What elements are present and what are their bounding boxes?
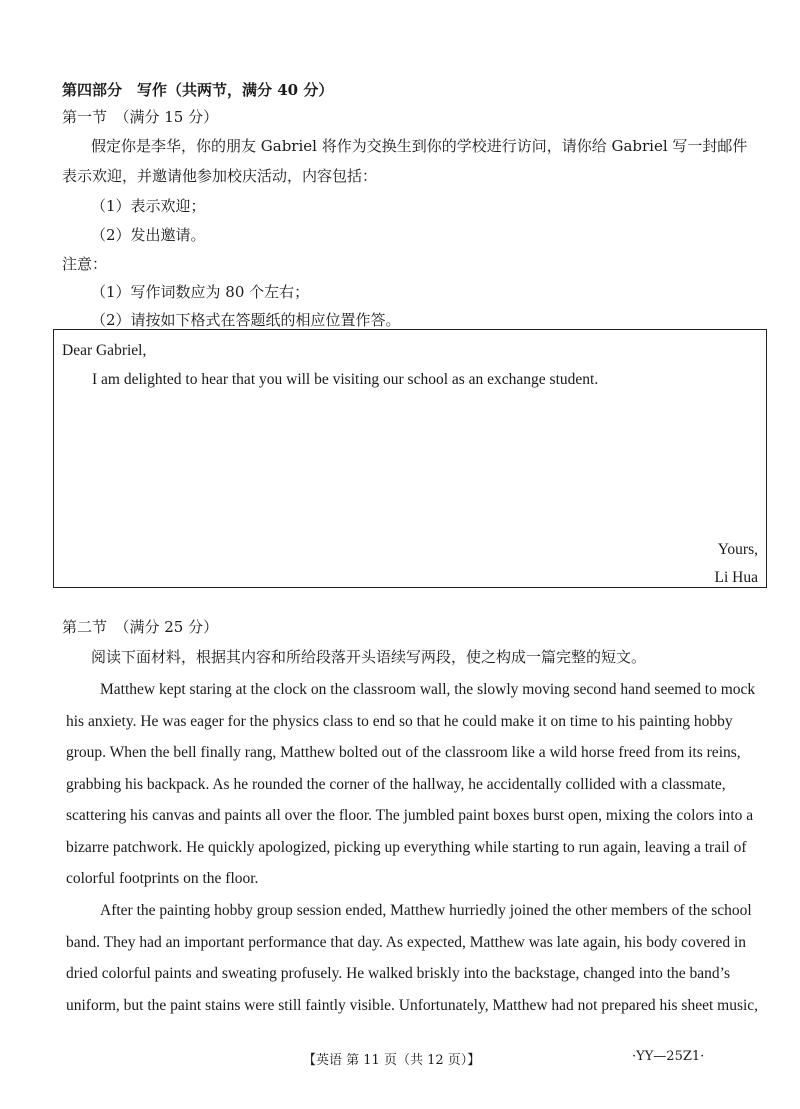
letter-closing: Yours, [717,541,758,558]
story-paragraph-2 [66,895,766,1021]
part1-item2: （2）发出邀请。 [91,226,206,244]
story-line: scattering his canvas and paints all over the floor. The jumbled paint boxes burst open, mixing the colors into a [66,807,754,824]
story-line: Matthew kept staring at the clock on the classroom wall, the slowly moving second hand seemed to mock [100,681,756,698]
story-line: dried colorful paints and sweating profusely. He walked briskly into the backstage, changed into the band’s [66,965,731,982]
part1-item1: （1）表示欢迎； [91,197,206,215]
story-line: colorful footprints on the floor. [66,870,259,887]
part2-instruction: 阅读下面材料，根据其内容和所给段落开头语续写两段，使之构成一篇完整的短文。 [91,648,647,666]
story-line: uniform, but the paint stains were still faintly visible. Unfortunately, Matthew had not prepared his sheet music, [66,996,759,1014]
part1-prompt-line2: 表示欢迎，并邀请他参加校庆活动，内容包括： [62,167,378,185]
footer-page-info: 【英语 第 11 页（共 12 页）】 [303,1053,481,1068]
part2-title: 第二节 （满分 25 分） [62,618,219,636]
story-line: his anxiety. He was eager for the physics class to end so that he could make it on time to his painting hobby [66,712,733,730]
note2: （2）请按如下格式在答题纸的相应位置作答。 [91,311,401,329]
letter-opening: I am delighted to hear that you will be visiting our school as an exchange student. [92,371,599,388]
note1: （1）写作词数应为 80 个左右； [91,283,310,301]
footer-code: ·YY—25Z1· [632,1049,705,1064]
letter-answer-box [53,329,767,588]
story-line: grabbing his backpack. As he rounded the corner of the hallway, he accidentally collided with a classmate, [66,775,726,793]
part1-title: 第一节 （满分 15 分） [62,108,219,126]
letter-salutation: Dear Gabriel, [62,342,147,359]
story-paragraph-1 [66,674,766,895]
story-line: bizarre patchwork. He quickly apologized, picking up everything while starting to run again, leaving a trail of [66,838,747,856]
story-line: group. When the bell finally rang, Matthew bolted out of the classroom like a wild horse freed from its reins, [66,744,741,761]
story-line: After the painting hobby group session ended, Matthew hurriedly joined the other members of the school [100,902,752,919]
note-label: 注意： [62,255,108,273]
section-heading: 第四部分 写作（共两节，满分 40 分） [62,81,334,99]
story-line: band. They had an important performance that day. As expected, Matthew was late again, his body covered in [66,933,747,951]
part1-prompt-line1: 假定你是李华，你的朋友 Gabriel 将作为交换生到你的学校进行访问，请你给 Gabriel 写一封邮件 [91,137,748,155]
letter-signature: Li Hua [714,569,758,586]
